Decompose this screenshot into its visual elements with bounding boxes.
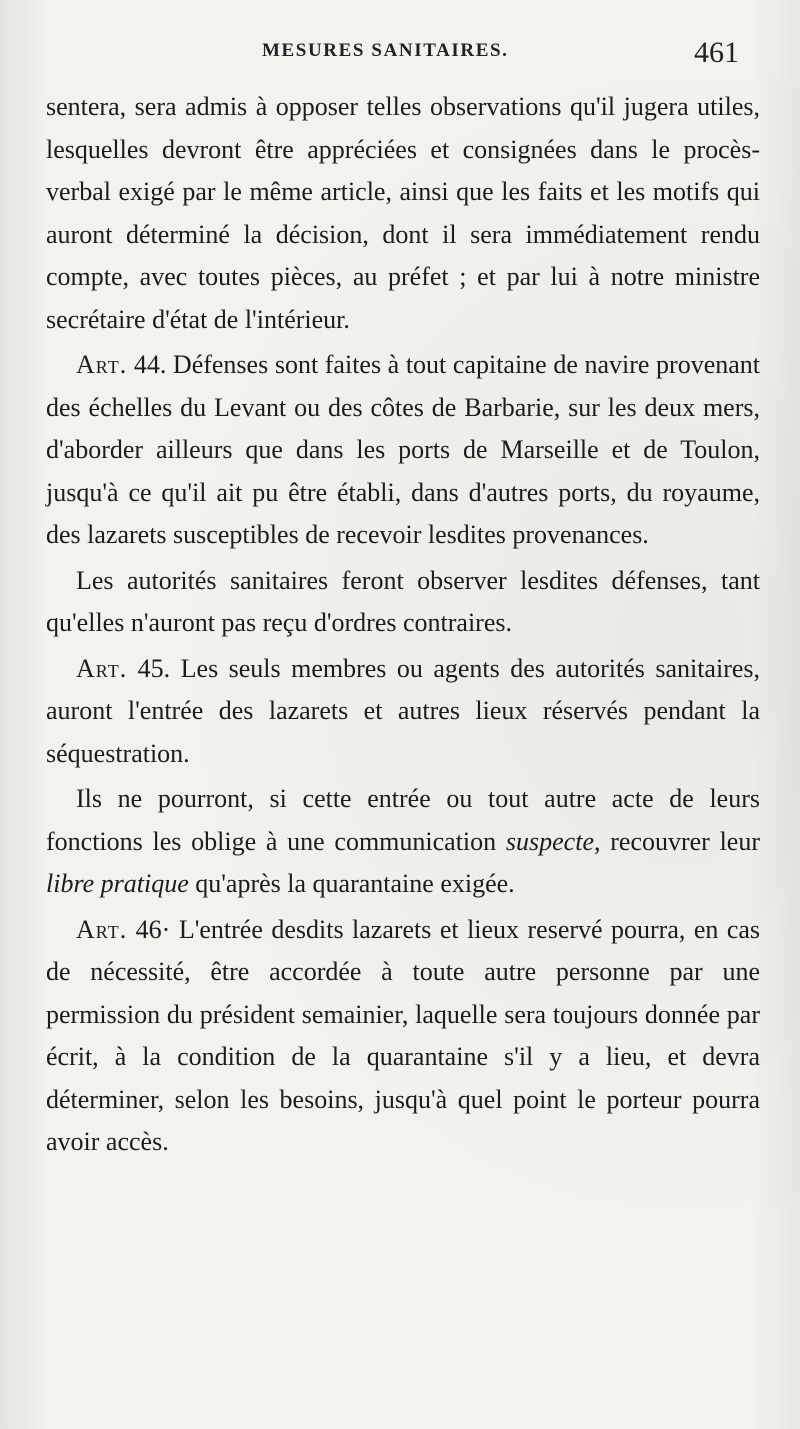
paragraph-communication [46,778,760,906]
article-text: Les seuls membres ou agents des autorités sanitaires, auront l'entrée des lazarets et autres lieux réservés pendant la séquestration. [46,653,761,768]
article-number: 45. [137,653,171,683]
paragraph-text: , recouvrer leur [594,826,760,856]
body-text [46,86,760,1164]
article-number: 44. [133,350,167,379]
article-text: L'entrée desdits lazarets et lieux reservé pourra, en cas de nécessité, être accordée à toute autre personne par une permission du président semainier, laquelle sera toujours donnée par écrit, à la condition de la quarantaine s'il y a lieu, et devra déterminer, selon les besoins, jusqu'à quel point le porteur pourra avoir accès. [46,914,761,1156]
article-label: Art. [76,350,128,379]
paragraph-text: Ils ne pourront, si cette entrée ou tout autre acte de leurs fonctions les oblige à une communication [46,784,760,856]
paragraph-continuation: sentera, sera admis à opposer telles observations qu'il jugera utiles, lesquelles devront être appréciées et consignées dans le procès-verbal exigé par le même article, ainsi que les faits et les motifs qui auront déterminé la décision, dont il sera immédiatement rendu compte, avec toutes pièces, au préfet ; et par lui à notre ministre secrétaire d'état de l'intérieur. [46,92,760,334]
article-number: 46· [135,914,171,944]
paragraph-text: qu'après la quarantaine exigée. [195,869,515,898]
page-number: 461 [694,36,739,69]
page-header [0,36,800,76]
article-45 [46,648,760,776]
article-46 [46,909,760,1164]
article-label: Art. [76,653,128,683]
paragraph-sanitary-authorities: Les autorités sanitaires feront observer lesdites défenses, tant qu'elles n'auront pas reçu d'ordres contraires. [46,565,760,637]
article-44 [46,344,760,557]
article-text: Défenses sont faites à tout capitaine de navire provenant des échelles du Levant ou des côtes de Barbarie, sur les deux mers, d'aborder ailleurs que dans les ports de Marseille et de Toulon, jusqu'à ce qu'il ait pu être établi, dans d'autres ports, du royaume, des lazarets susceptibles de recevoir lesdites provenances. [46,350,761,549]
article-label: Art. [76,914,128,944]
italic-term-libre-pratique: libre pratique [46,869,189,898]
running-head: MESURES SANITAIRES. [262,40,509,61]
italic-term-suspecte: suspecte [505,826,594,856]
